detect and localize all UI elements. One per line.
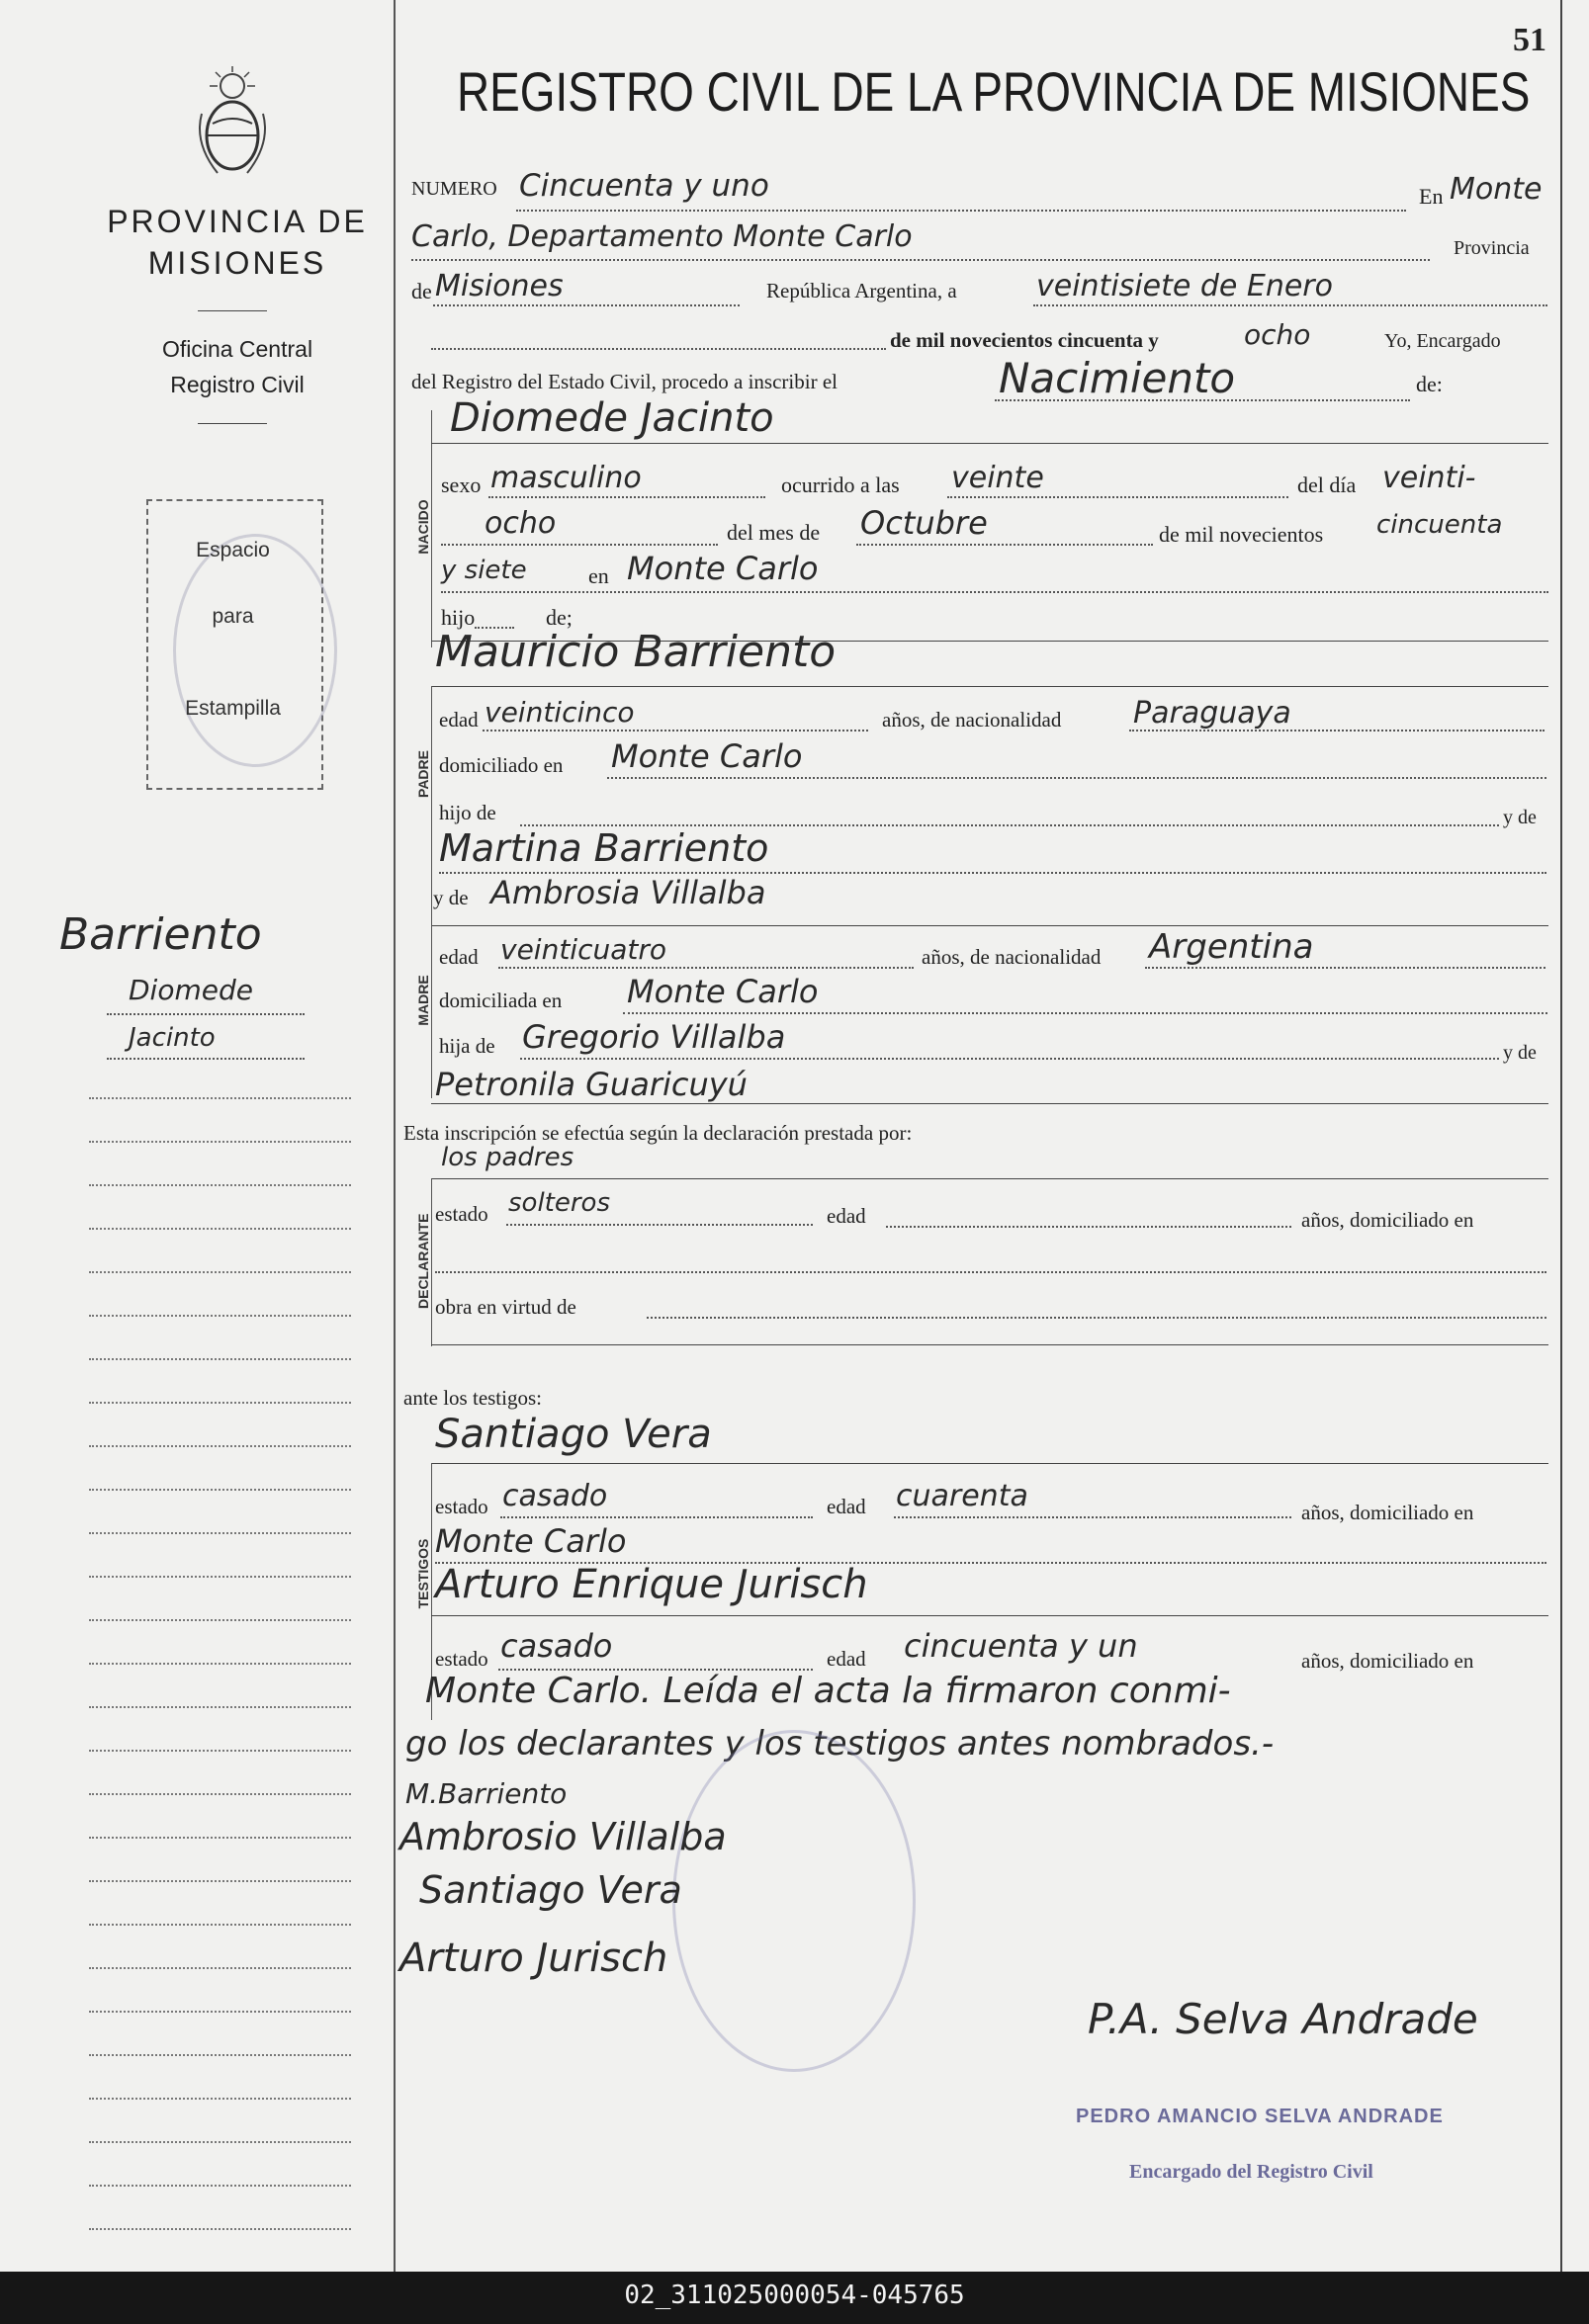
margin-ruled-line <box>89 1924 351 1926</box>
en2-label: en <box>588 563 609 588</box>
t1-estado-value: casado <box>502 1479 608 1513</box>
madre-edad-label: edad <box>439 945 479 969</box>
t1-edad-label: edad <box>827 1495 866 1518</box>
testigos-label: ante los testigos: <box>403 1386 542 1410</box>
margin-ruled-line <box>89 1532 351 1534</box>
province-title: PROVINCIA DE <box>107 204 368 239</box>
decl-anios-label: años, domiciliado en <box>1301 1208 1474 1232</box>
t1-estado-label: estado <box>435 1495 488 1518</box>
padre-nac-label: años, de nacionalidad <box>882 708 1062 732</box>
margin-name-2: Jacinto <box>129 1023 216 1053</box>
madre-y-de-label-2: y de <box>1503 1042 1537 1064</box>
ocurrido-label: ocurrido a las <box>781 473 900 497</box>
padre-value: Mauricio Barriento <box>435 627 837 677</box>
margin-ruled-line <box>89 1750 351 1752</box>
yo-encargado-label: Yo, Encargado <box>1384 330 1501 352</box>
official-stamp-title: Encargado del Registro Civil <box>1129 2161 1373 2183</box>
section-testigos-label: TESTIGOS <box>415 1538 431 1609</box>
anio-nac2-value: y siete <box>441 556 527 585</box>
madre-nac-value: Argentina <box>1149 927 1314 967</box>
del-mes-label: del mes de <box>727 520 821 545</box>
testigo2-value: Arturo Enrique Jurisch <box>435 1562 868 1607</box>
margin-ruled-line <box>89 2098 351 2100</box>
signature-1: M.Barriento <box>405 1777 568 1810</box>
de2-label: de: <box>1416 372 1443 396</box>
t2-estado-label: estado <box>435 1647 488 1671</box>
faint-seal <box>672 1730 916 2072</box>
document-id: 02_311025000054-045765 <box>624 2281 965 2310</box>
padre-dom-value: Monte Carlo <box>611 737 803 775</box>
hora-value: veinte <box>951 461 1044 495</box>
margin-ruled-line <box>89 1184 351 1186</box>
coat-of-arms-icon <box>188 64 277 183</box>
section-padre-label: PADRE <box>415 750 431 798</box>
margin-ruled-line <box>89 2141 351 2143</box>
madre-dom-value: Monte Carlo <box>627 973 819 1010</box>
madre-edad-value: veinticuatro <box>500 933 666 966</box>
padre-dom-label: domiciliado en <box>439 753 564 777</box>
official-stamp-name: PEDRO AMANCIO SELVA ANDRADE <box>1076 2106 1444 2127</box>
margin-ruled-line <box>89 1271 351 1273</box>
numero-value: Cincuenta y uno <box>519 168 769 204</box>
sexo-label: sexo <box>441 473 482 497</box>
t2-estado-value: casado <box>500 1627 613 1665</box>
madre-value: Ambrosia Villalba <box>490 874 766 911</box>
stamp-label-2: para <box>212 605 254 628</box>
margin-ruled-line <box>89 1489 351 1491</box>
margin-ruled-line <box>89 1663 351 1665</box>
section-declarante-label: DECLARANTE <box>415 1213 431 1309</box>
margin-ruled-line <box>89 2054 351 2056</box>
section-madre-label: MADRE <box>415 975 431 1026</box>
provincia-value: Misiones <box>435 269 564 303</box>
abuela-p-value: Martina Barriento <box>439 826 769 870</box>
madre-nac-label: años, de nacionalidad <box>922 945 1102 969</box>
padre-edad-value: veinticinco <box>485 696 635 729</box>
page-number: 51 <box>1513 22 1546 58</box>
office-label: Oficina Central <box>161 336 313 362</box>
nombre-value: Diomede Jacinto <box>450 395 774 441</box>
page-title: REGISTRO CIVIL DE LA PROVINCIA DE MISIONES <box>457 60 1531 123</box>
margin-ruled-line <box>89 1141 351 1143</box>
declaracion-label: Esta inscripción se efectúa según la declaración prestada por: <box>403 1121 913 1145</box>
margin-ruled-line <box>89 2185 351 2187</box>
decl-edad-label: edad <box>827 1204 866 1228</box>
t1-dom-value: Monte Carlo <box>435 1522 627 1560</box>
signature-2: Ambrosio Villalba <box>399 1815 727 1858</box>
margin-ruled-line <box>89 1706 351 1708</box>
t1-anios-label: años, domiciliado en <box>1301 1501 1474 1524</box>
padre-y-de-label: y de <box>1503 807 1537 828</box>
province-name: MISIONES <box>147 245 327 281</box>
margin-ruled-line <box>89 1880 351 1882</box>
provincia-label: Provincia <box>1454 237 1530 259</box>
fecha-value: veintisiete de Enero <box>1036 269 1333 303</box>
margin-ruled-line <box>89 1358 351 1360</box>
margin-ruled-line <box>89 1793 351 1795</box>
stamp-label-3: Estampilla <box>185 697 281 720</box>
section-nacido-label: NACIDO <box>415 499 431 555</box>
signature-4: Arturo Jurisch <box>399 1936 668 1981</box>
de3-label: de; <box>546 605 573 630</box>
en-label: En <box>1419 184 1444 209</box>
abuelo-m-value: Gregorio Villalba <box>522 1018 786 1056</box>
del-dia-label: del día <box>1297 473 1357 497</box>
margin-ruled-line <box>89 2228 351 2230</box>
margin-ruled-line <box>89 1402 351 1404</box>
margin-ruled-line <box>89 1967 351 1969</box>
margin-ruled-line <box>89 1619 351 1621</box>
obra-label: obra en virtud de <box>435 1295 576 1319</box>
mes-value: Octubre <box>860 504 988 542</box>
madre-dom-label: domiciliada en <box>439 989 563 1012</box>
padre-nac-value: Paraguaya <box>1133 696 1291 731</box>
margin-name-1: Diomede <box>129 974 253 1006</box>
del-registro-label: del Registro del Estado Civil, procedo a inscribir el <box>411 370 838 393</box>
margin-ruled-line <box>89 1315 351 1317</box>
stamp-label-1: Espacio <box>196 539 270 561</box>
closing-line-1: Monte Carlo. Leída el acta la firmaron conmi- <box>425 1671 1231 1711</box>
hijo-label: hijo <box>441 605 476 630</box>
signature-3: Santiago Vera <box>419 1868 682 1912</box>
republica-label: República Argentina, a <box>766 279 957 302</box>
sexo-value: masculino <box>490 461 642 495</box>
office-label-2: Registro Civil <box>170 372 305 397</box>
decl-estado-label: estado <box>435 1202 488 1226</box>
madre-hija-de-label: hija de <box>439 1034 495 1058</box>
margin-surname: Barriento <box>59 909 262 960</box>
dia2-value: ocho <box>485 506 557 541</box>
lugar-value: Carlo, Departamento Monte Carlo <box>411 219 913 254</box>
margin-ruled-line <box>89 2011 351 2013</box>
t2-edad-label: edad <box>827 1647 866 1671</box>
de-label: de <box>411 279 432 303</box>
signature-5: P.A. Selva Andrade <box>1088 1995 1478 2043</box>
t1-edad-value: cuarenta <box>896 1479 1028 1513</box>
numero-label: NUMERO <box>411 178 497 200</box>
margin-ruled-line <box>89 1837 351 1839</box>
testigo1-value: Santiago Vera <box>435 1412 712 1457</box>
decl-estado-value: solteros <box>508 1188 611 1218</box>
right-edge-line <box>1560 0 1562 2272</box>
closing-line-2: go los declarantes y los testigos antes nombrados.- <box>405 1724 1275 1764</box>
padre-edad-label: edad <box>439 708 479 732</box>
margin-ruled-line <box>89 1097 351 1099</box>
declarante-value: los padres <box>441 1143 574 1172</box>
de-mil-nov-label: de mil novecientos <box>1159 522 1324 547</box>
madre-y-de-label: y de <box>433 886 469 909</box>
dia-value: veinti- <box>1382 461 1476 495</box>
padre-hijo-de-label: hijo de <box>439 801 496 824</box>
margin-ruled-line <box>89 1445 351 1447</box>
margin-ruled-line <box>89 1576 351 1578</box>
en-value: Monte <box>1450 172 1543 207</box>
t2-anios-label: años, domiciliado en <box>1301 1649 1474 1673</box>
t2-edad-value: cincuenta y un <box>904 1627 1138 1665</box>
lugar-nac-value: Monte Carlo <box>627 550 819 587</box>
anio-nac-value: cincuenta <box>1376 510 1503 540</box>
tipo-value: Nacimiento <box>999 354 1236 402</box>
anio-value: ocho <box>1244 318 1311 351</box>
de-mil-label: de mil novecientos cincuenta y <box>890 328 1159 352</box>
abuela-m-value: Petronila Guaricuyú <box>435 1066 748 1103</box>
margin-ruled-line <box>89 1228 351 1230</box>
